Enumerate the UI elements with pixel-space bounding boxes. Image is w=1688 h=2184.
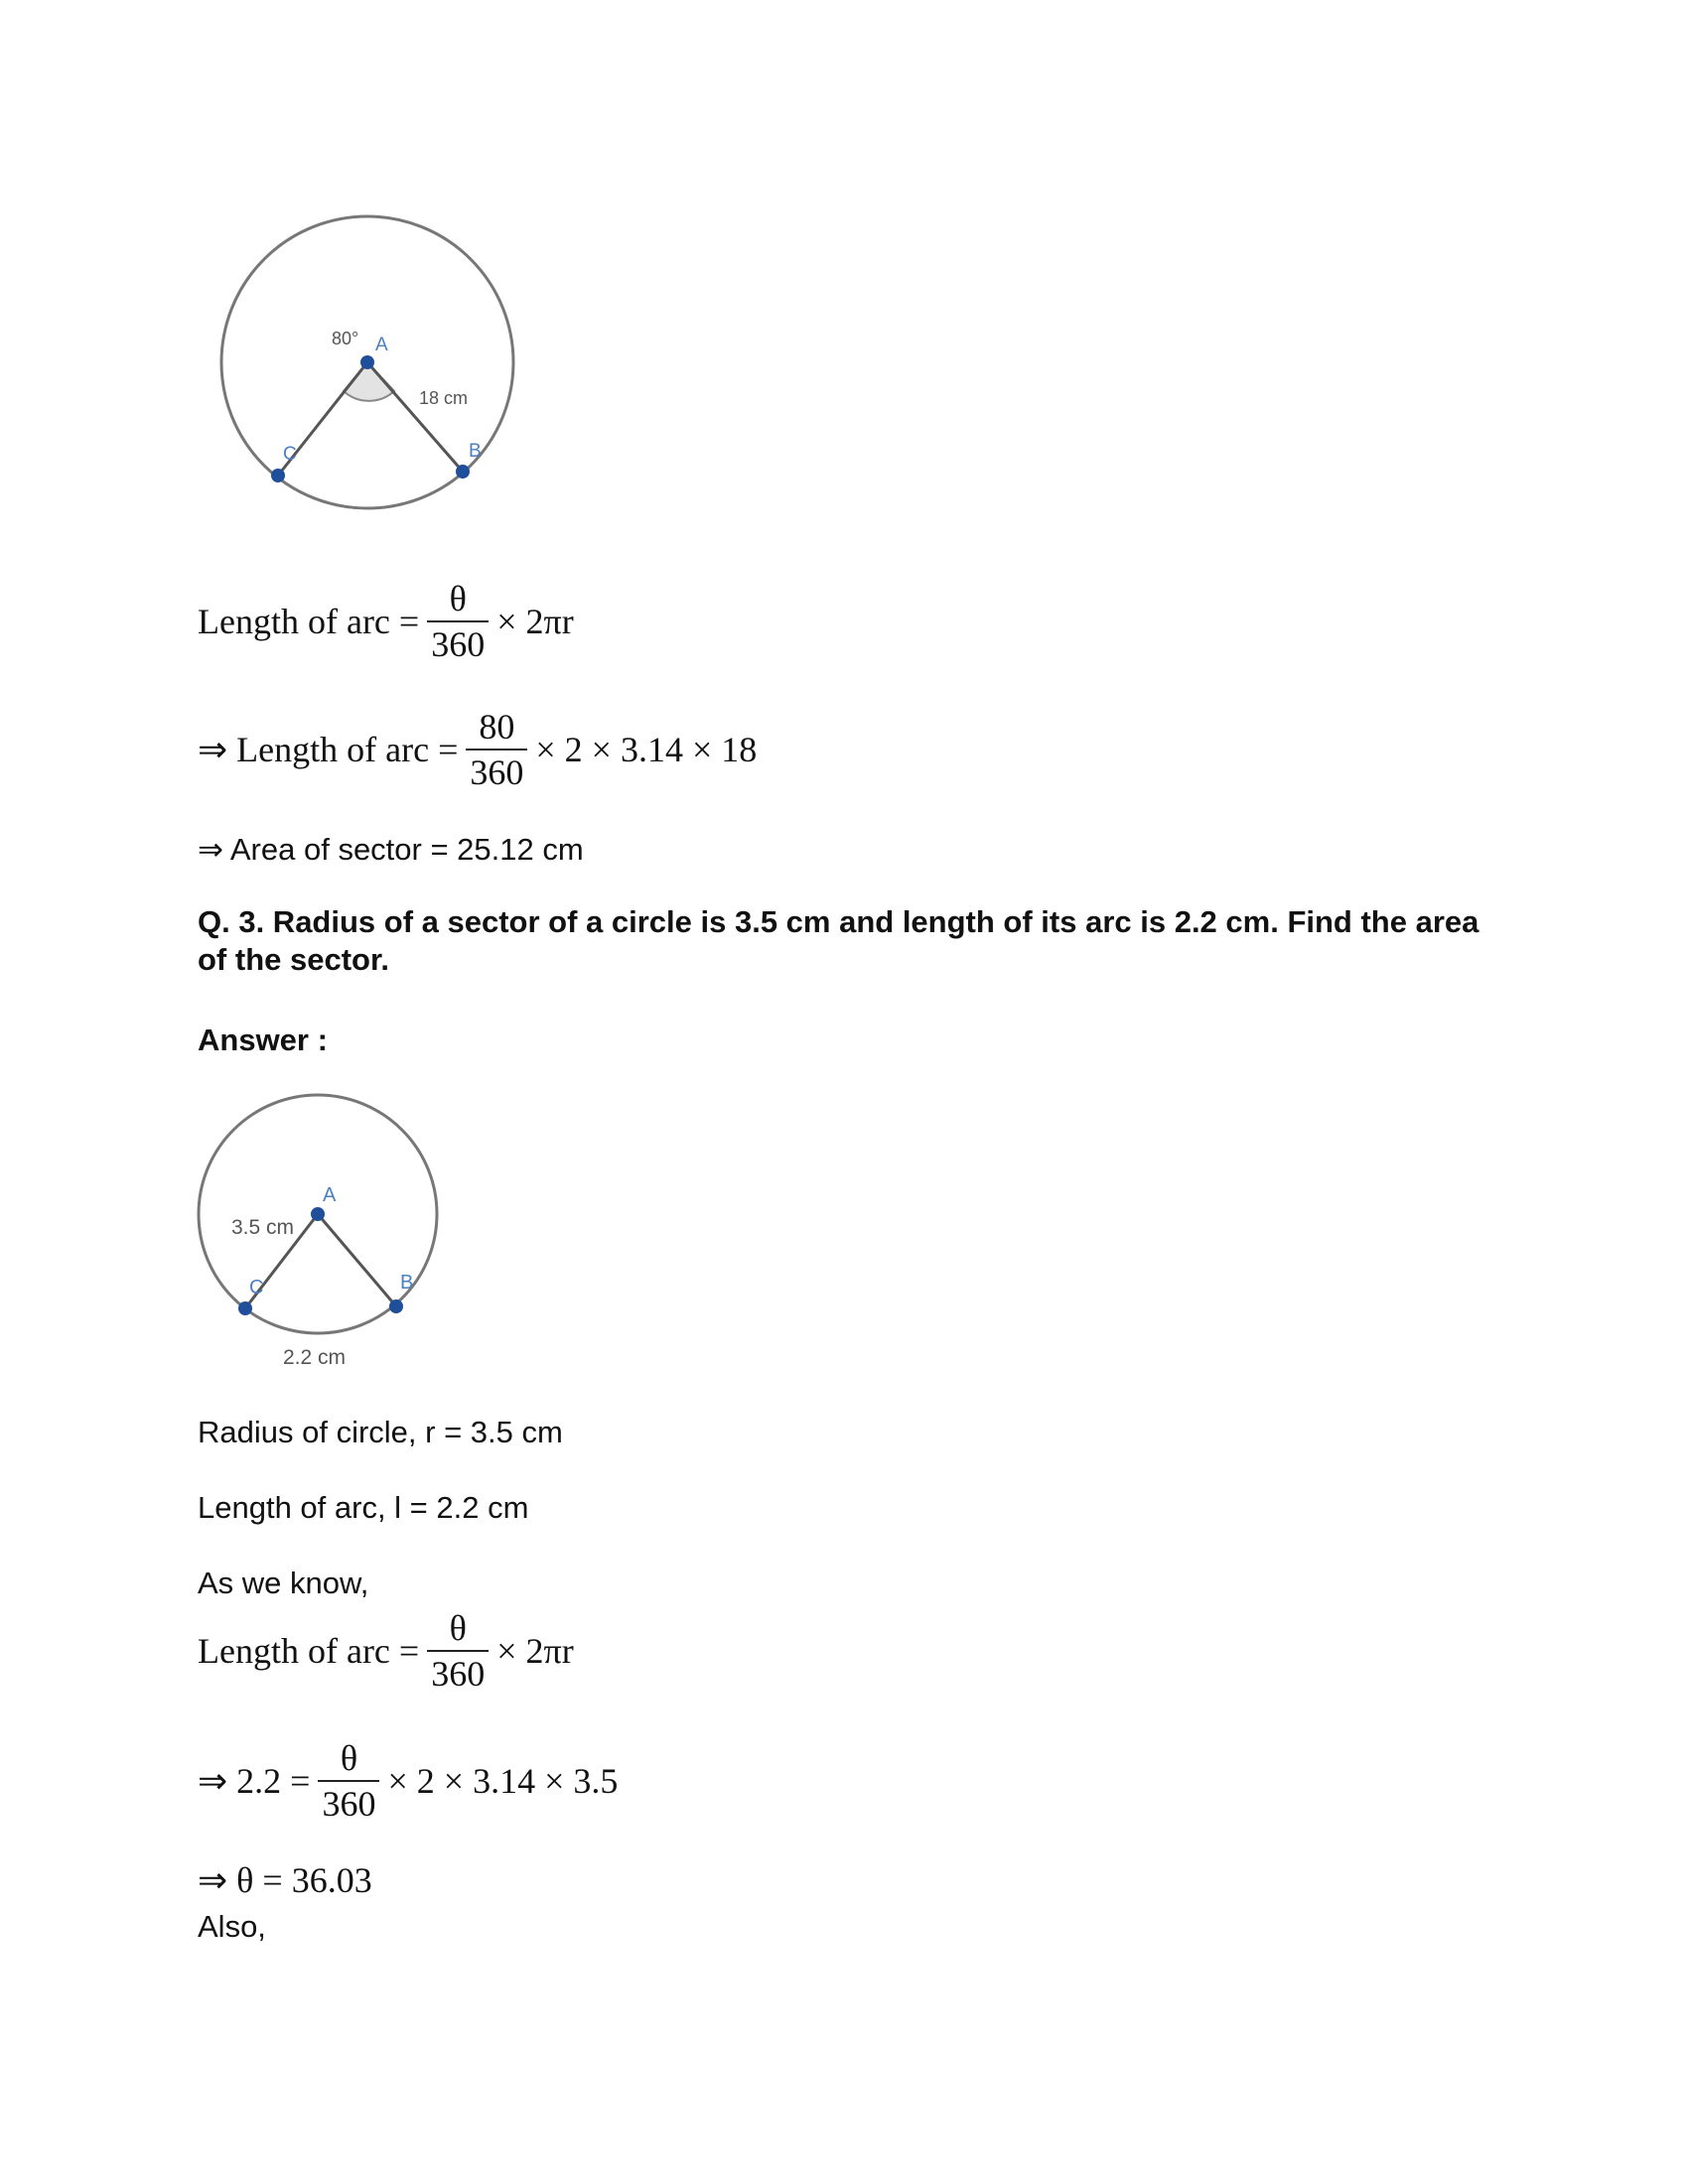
radius-ab (318, 1214, 396, 1306)
sector-diagram-2 (194, 1092, 452, 1380)
arc-length-formula-2 (198, 1606, 574, 1696)
point-c-dot (238, 1301, 252, 1315)
eq2-rhs: × 2 × 3.14 × 18 (535, 730, 758, 769)
point-a-dot (311, 1207, 325, 1221)
arc-label: 2.2 cm (283, 1346, 347, 1369)
eq1-rhs: × 2πr (496, 602, 574, 641)
eq4-numerator: θ (340, 1738, 358, 1778)
eq2-fraction (466, 705, 527, 794)
point-b-dot (389, 1299, 403, 1313)
arc-line: Length of arc, l = 2.2 cm (198, 1490, 529, 1525)
point-c-dot (271, 469, 285, 482)
eq4-lhs: ⇒ 2.2 = (198, 1761, 311, 1801)
question-3: Q. 3. Radius of a sector of a circle is 3.5 cm and length of its arc is 2.2 cm. Find the area of the sector. (198, 904, 1479, 977)
point-c-label: C (283, 444, 297, 465)
arc-length-formula (198, 577, 574, 666)
sector-diagram-1 (209, 204, 526, 511)
angle-label: 80° (332, 329, 359, 348)
eq3-numerator: θ (449, 1608, 467, 1648)
as-we-know-line: As we know, (198, 1566, 369, 1600)
also-line: Also, (198, 1909, 266, 1944)
eq2-denominator: 360 (470, 752, 524, 792)
point-b-label: B (400, 1272, 414, 1294)
theta-equation (198, 1736, 618, 1826)
radius-label: 18 cm (419, 388, 469, 408)
answer-label: Answer : (198, 1023, 328, 1057)
eq4-fraction (318, 1736, 379, 1826)
eq4-rhs: × 2 × 3.14 × 3.5 (387, 1761, 619, 1801)
eq3-fraction (427, 1606, 489, 1696)
radius-ab (367, 362, 463, 472)
theta-result: ⇒ θ = 36.03 (198, 1860, 372, 1900)
eq1-denominator: 360 (431, 624, 486, 664)
radius-line: Radius of circle, r = 3.5 cm (198, 1415, 563, 1449)
eq2-numerator: 80 (479, 707, 515, 747)
eq1-fraction (427, 577, 489, 666)
eq2-lhs: ⇒ Length of arc = (198, 730, 459, 769)
eq4-denominator: 360 (322, 1784, 376, 1824)
point-a-dot (360, 355, 374, 369)
eq3-denominator: 360 (431, 1654, 486, 1694)
point-a-label: A (375, 335, 388, 355)
point-c-label: C (249, 1277, 264, 1298)
arc-length-substitution (198, 705, 757, 794)
eq3-lhs: Length of arc = (198, 1631, 420, 1671)
area-result: ⇒ Area of sector = 25.12 cm (198, 832, 584, 867)
eq3-rhs: × 2πr (496, 1631, 574, 1671)
eq1-lhs: Length of arc = (198, 602, 420, 641)
point-a-label: A (323, 1184, 337, 1206)
radius-label: 3.5 cm (231, 1216, 295, 1239)
point-b-dot (456, 465, 470, 478)
point-b-label: B (469, 441, 482, 462)
eq1-numerator: θ (449, 579, 467, 618)
